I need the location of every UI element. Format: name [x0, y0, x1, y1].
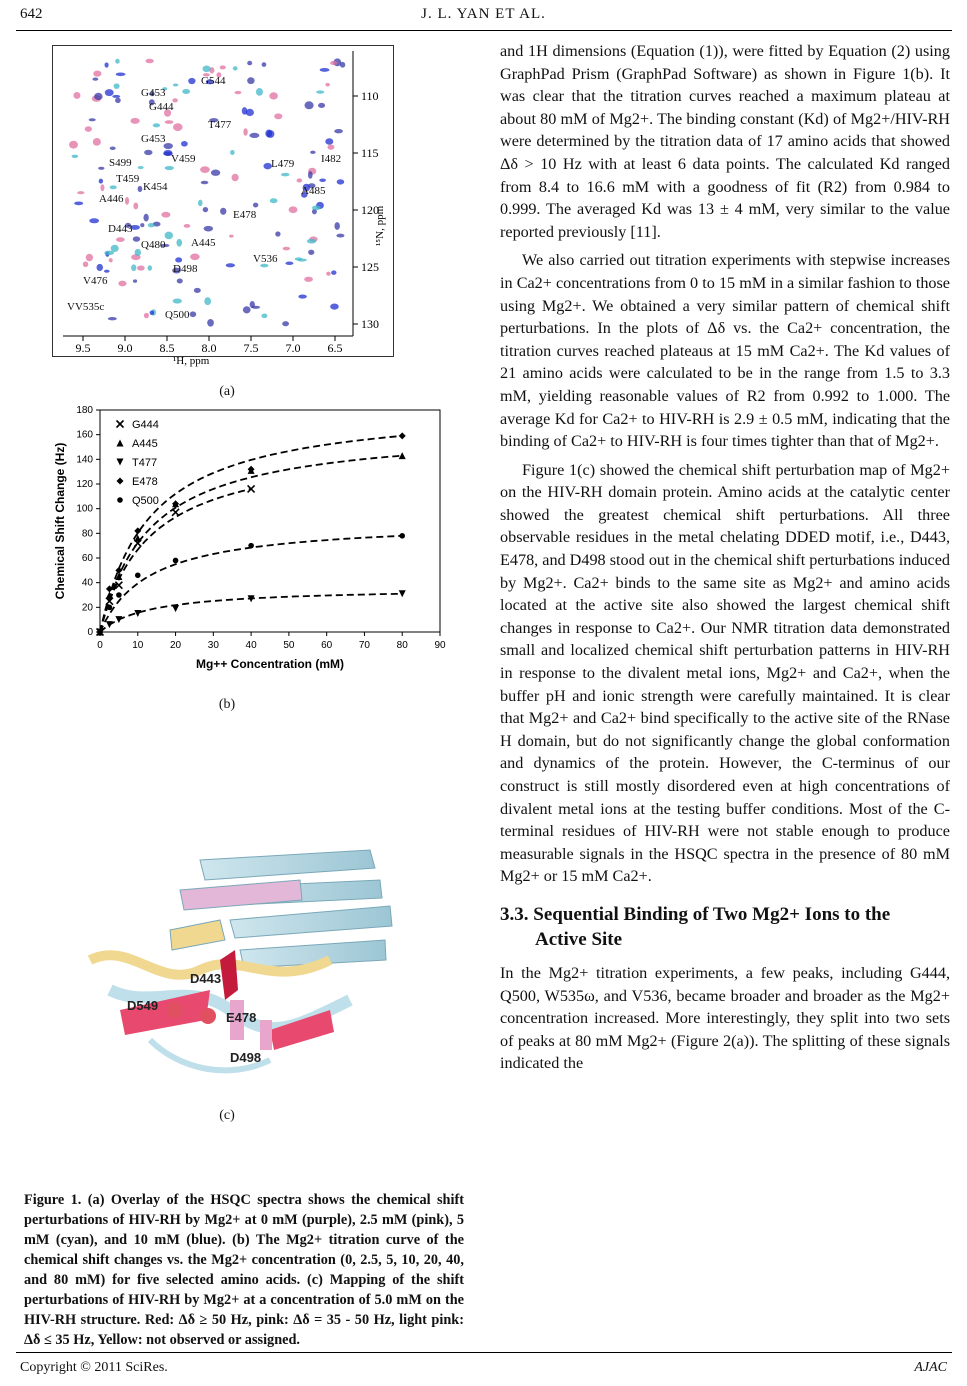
nmr-peak	[330, 304, 338, 310]
nmr-peak	[202, 66, 210, 72]
x-tick-label: 30	[207, 640, 219, 651]
nmr-peak	[176, 239, 182, 247]
nmr-peak	[233, 66, 238, 70]
nmr-peak	[118, 281, 126, 287]
nmr-peak	[161, 212, 170, 218]
nmr-peak	[331, 270, 336, 275]
y-tick-label: 140	[76, 454, 93, 466]
body-paragraph: We also carried out titration experiments with stepwise increases in Ca2+ concentrations from 0 to 15 mM in a similar fashion to those using Mg2+. We obtained a very similar pattern of chemical shift perturbations. In the plots of Δδ vs. the Ca2+ concentration, the titration curves reached plateaus at 15 mM Ca2+. The Kd values of 21 amino acids were calculated to be in the range from 1.5 to 3.3 mM, yielding reasonable values of R2 from 0.992 to 1.000. The average Kd for Ca2+ to HIV-RH is 2.9 ± 0.5 mM, indicating that the binding of Ca2+ to HIV-RH is four times tighter than that of Mg2+.	[500, 251, 950, 451]
nmr-peak	[131, 264, 136, 271]
nmr-peak	[289, 206, 298, 213]
nmr-peak	[190, 254, 200, 261]
x-axis-label: Mg++ Concentration (mM)	[195, 657, 345, 671]
y-tick-label: 180	[76, 405, 93, 416]
nmr-peak-label: Q500	[165, 309, 190, 321]
nmr-peak	[229, 235, 234, 238]
data-point-q500	[399, 533, 405, 539]
nmr-peak	[165, 120, 174, 124]
y-tick-label: 120	[76, 479, 93, 490]
nmr-peak	[305, 101, 314, 109]
nmr-peak	[337, 179, 345, 184]
nmr-peak	[308, 250, 314, 255]
running-title: J. L. YAN ET AL.	[421, 6, 546, 22]
legend-label-q500: Q500	[132, 495, 159, 507]
data-point-e478	[399, 432, 406, 439]
legend-label-a445: A445	[132, 438, 158, 450]
y-tick-label: 0	[87, 627, 93, 638]
nmr-peak	[269, 92, 278, 99]
x-tick-label: 40	[245, 640, 257, 651]
ribbon-structure-panel	[30, 840, 430, 1090]
body-paragraph: In the Mg2+ titration experiments, a few peaks, including G444, Q500, W535ω, and V536, became broader and broader as the Mg2+ concentration increased. More interestingly, they split into two sets of peaks at 80 mM Mg2+ (Figure 2(a)). The splitting of these signals indicated the	[500, 963, 950, 1073]
nmr-peak	[201, 181, 209, 184]
nmr-peak	[140, 223, 144, 227]
nmr-peak	[165, 166, 174, 170]
body-paragraph: Figure 1(c) showed the chemical shift perturbation map of Mg2+ on the HIV-RH domain protein. Amino acids at the catalytic center showed the greatest chemical shift perturbations. All three observable residues in the metal chelating DDED motif, i.e., D443, E478, and D498 stood out in the chemical shift perturbations induced by Mg2+. Ca2+ binds to the same site as Mg2+ and amino acids located at the active site also showed the largest chemical shift changes in response to Ca2+. Our NMR titration data demonstrated small and localized chemical shift perturbation patterns in HIV-RH in response to the divalent metal ions, Mg2+ and Ca2+, when the buffer pH and ionic strength were carefully maintained. It is clear that Mg2+ and Ca2+ bind specifically to the active site of the RNase H domain, but do not significantly change the global conformation and dynamics of the protein. However, the C-terminus of our construct is still mostly disordered even at high concentrations of divalent metal ions at the testing buffer conditions. Most of the C-terminal residues of HIV-RH were not stable enough to produce measurable signals in the HSQC spectra in the presence of 80 mM Mg2+ or 15 mM Ca2+.	[500, 460, 951, 886]
nmr-peak	[275, 231, 280, 236]
nmr-peak	[312, 205, 321, 210]
nmr-peak	[100, 184, 104, 191]
nmr-peak	[320, 68, 330, 72]
x-tick-label: 50	[283, 640, 295, 651]
nmr-peak	[316, 90, 324, 93]
nmr-peak-label: G444	[149, 101, 174, 113]
header-rule	[16, 30, 952, 31]
nmr-peak	[310, 151, 315, 154]
ribbon-structure-image	[30, 840, 430, 1090]
nmr-peak	[298, 294, 307, 298]
nmr-peak	[256, 88, 263, 96]
nmr-peak	[270, 198, 278, 203]
hsqc-spectrum-panel	[52, 45, 394, 367]
nmr-peak	[327, 145, 334, 150]
nmr-peak	[125, 197, 129, 205]
nmr-peak	[116, 72, 126, 76]
nmr-peak	[220, 65, 226, 69]
nmr-peak	[204, 297, 211, 305]
ribbon-label-d443: D443	[190, 971, 222, 986]
nmr-peak	[110, 146, 116, 150]
nmr-peak	[308, 171, 313, 179]
nmr-peak-label: L479	[271, 158, 295, 170]
nmr-peak	[319, 179, 326, 182]
data-point-q500	[135, 572, 141, 578]
nmr-peak	[144, 150, 152, 155]
data-point-q500	[173, 558, 179, 564]
nmr-peak	[97, 264, 103, 271]
data-point-t477	[172, 605, 179, 612]
y-tick-label: 60	[81, 553, 93, 564]
nmr-peak	[104, 251, 114, 255]
nmr-peak	[226, 263, 235, 267]
x-tick-label: 20	[169, 640, 182, 651]
nmr-peak	[230, 150, 235, 155]
nmr-peak	[243, 306, 251, 313]
body-text-column	[500, 40, 950, 1081]
nmr-peak	[74, 201, 83, 205]
nmr-peak	[295, 257, 303, 260]
nmr-peak	[235, 91, 242, 94]
nmr-peak-label: I482	[321, 153, 342, 165]
copyright: Copyright © 2011 SciRes.	[20, 1360, 168, 1375]
nmr-peak	[297, 178, 303, 182]
nmr-peak	[133, 279, 137, 282]
nmr-peak	[148, 223, 155, 227]
data-point-q500	[116, 592, 122, 598]
nmr-peak	[211, 170, 220, 176]
nmr-peak-label: D443	[108, 223, 133, 235]
nmr-peak	[137, 265, 145, 270]
nmr-peak	[231, 174, 238, 182]
nmr-peak	[283, 247, 291, 251]
data-point-q500	[248, 543, 254, 549]
nmr-y-axis-label: ¹⁵N, ppm	[374, 205, 386, 246]
nmr-x-tick-label: 6.5	[327, 341, 343, 355]
nmr-x-tick-label: 7.0	[285, 341, 301, 355]
panel-a-label: (a)	[219, 384, 235, 399]
nmr-peak	[138, 186, 143, 192]
nmr-peak-label: G453	[141, 87, 166, 99]
nmr-peak	[138, 166, 144, 169]
nmr-peak	[318, 103, 325, 108]
nmr-peak	[207, 319, 214, 327]
nmr-peak	[173, 123, 183, 131]
y-tick-label: 100	[76, 503, 93, 515]
nmr-peak-label: VV535c	[67, 301, 105, 313]
nmr-peak	[326, 272, 331, 276]
nmr-y-tick-label: 125	[361, 260, 379, 274]
x-tick-label: 60	[321, 640, 333, 651]
nmr-peak	[112, 95, 120, 98]
nmr-peak	[251, 306, 260, 309]
nmr-x-tick-label: 9.5	[75, 341, 91, 355]
nmr-peak	[173, 299, 182, 304]
nmr-peak	[115, 59, 120, 64]
nmr-peak-label: S499	[109, 157, 132, 169]
legend-label-e478: E478	[132, 476, 158, 488]
ribbon-label-e478: E478	[226, 1010, 257, 1025]
legend-marker-g444	[117, 421, 124, 428]
nmr-peak-label: A485	[301, 185, 326, 197]
nmr-peak	[93, 71, 101, 77]
nmr-peak	[165, 232, 174, 240]
nmr-peak-label: A446	[99, 193, 124, 205]
nmr-peak-label: T477	[208, 119, 232, 131]
nmr-peak	[150, 311, 155, 316]
nmr-peak-label: E478	[233, 209, 257, 221]
panel-b-label: (b)	[218, 697, 236, 712]
nmr-peak	[304, 277, 313, 282]
nmr-peak	[282, 321, 289, 326]
footer-rule	[16, 1352, 952, 1353]
nmr-peak	[73, 92, 80, 99]
y-axis-label: Chemical Shift Change (Hz)	[53, 442, 67, 600]
nmr-peak	[153, 123, 160, 127]
nmr-peak	[262, 62, 267, 67]
nmr-peak	[72, 155, 79, 158]
data-point-a445	[399, 452, 406, 459]
nmr-y-tick-label: 110	[361, 89, 379, 103]
nmr-peak	[204, 226, 213, 232]
nmr-peak	[334, 129, 343, 133]
nmr-peak-label: V536	[253, 253, 278, 265]
nmr-peak	[93, 138, 101, 146]
y-tick-label: 160	[76, 429, 93, 441]
hsqc-spectrum-plot	[53, 46, 393, 367]
nmr-peak	[220, 208, 226, 215]
data-point-q500	[107, 605, 113, 611]
x-tick-label: 80	[396, 640, 408, 651]
titration-chart	[40, 400, 460, 680]
nmr-peak-label: A445	[191, 237, 216, 249]
x-tick-label: 10	[132, 640, 144, 651]
x-tick-label: 0	[97, 640, 103, 651]
nmr-peak	[261, 314, 267, 319]
nmr-peak	[145, 59, 153, 64]
nmr-peak-label: T459	[116, 173, 140, 185]
nmr-peak	[173, 83, 178, 86]
nmr-peak	[116, 237, 125, 242]
nmr-peak	[144, 313, 149, 318]
x-tick-label: 70	[358, 640, 371, 651]
nmr-peak	[92, 78, 98, 81]
nmr-peak	[109, 258, 113, 262]
nmr-peak	[247, 61, 252, 65]
nmr-peak	[94, 93, 102, 100]
nmr-peak	[105, 89, 114, 96]
nmr-peak	[99, 179, 103, 184]
fit-curve-q500	[100, 536, 402, 632]
nmr-peak	[190, 311, 197, 317]
nmr-peak	[307, 239, 316, 244]
nmr-peak	[184, 224, 191, 228]
nmr-peak	[143, 214, 148, 222]
nmr-x-tick-label: 7.5	[243, 341, 259, 355]
nmr-peak	[77, 191, 84, 194]
journal-name: AJAC	[914, 1360, 947, 1375]
nmr-peak	[110, 185, 117, 189]
nmr-peak	[89, 118, 96, 121]
nmr-peak	[281, 173, 290, 176]
nmr-peak	[104, 270, 110, 273]
nmr-y-tick-label: 130	[361, 317, 379, 331]
legend-marker-e478	[117, 478, 124, 485]
legend-marker-t477	[117, 459, 124, 466]
nmr-peak	[98, 167, 104, 170]
data-point-t477	[106, 621, 113, 628]
nmr-peak-label: Q480	[141, 239, 166, 251]
nmr-peak	[85, 126, 92, 132]
nmr-peak	[249, 133, 259, 138]
nmr-peak	[133, 236, 140, 241]
nmr-peak	[336, 234, 344, 238]
legend-label-t477: T477	[132, 457, 158, 469]
nmr-peak	[334, 222, 339, 230]
nmr-peak	[181, 141, 188, 147]
section-heading-line2: Active Site	[535, 928, 623, 950]
nmr-peak	[243, 128, 247, 135]
nmr-peak	[200, 166, 210, 173]
section-heading-line1: 3.3. Sequential Binding of Two Mg2+ Ions to the	[500, 903, 891, 925]
section-heading	[500, 902, 950, 952]
nmr-peak	[198, 200, 203, 207]
nmr-peak	[203, 207, 208, 212]
nmr-peak	[182, 89, 190, 94]
nmr-peak-label: G453	[141, 133, 166, 145]
legend-marker-a445	[117, 440, 124, 447]
nmr-peak	[194, 288, 201, 293]
nmr-peak	[330, 61, 337, 65]
nmr-peak	[115, 98, 121, 103]
ribbon-label-d549: D549	[127, 998, 159, 1013]
ribbon-label-d498: D498	[230, 1050, 262, 1065]
body-paragraph: and 1H dimensions (Equation (1)), were fitted by Equation (2) using GraphPad Prism (GraphPad Software) as shown in Figure 1(b). It was clear that the titration curves reached a maximum plateau at about 80 mM of Mg2+. The binding constant (Kd) of Mg2+/HIV-RH were determined by the titration data of 17 amino acids that showed Δδ > 10 Hz with at least 6 data points. The calculated Kd ranged from 8.4 to 16.6 mM with a goodness of fit (R2) from 0.984 to 0.999. The averaged Kd was 13 ± 4 mM, very similar to the value reported previously [11].	[500, 42, 950, 241]
nmr-peak-label: D498	[173, 263, 198, 275]
data-point-e478	[248, 466, 255, 473]
nmr-peak	[265, 130, 272, 138]
nmr-peak-label: V459	[171, 153, 196, 165]
nmr-peak	[69, 141, 78, 149]
data-point-t477	[399, 590, 406, 597]
figure-caption: Figure 1. (a) Overlay of the HSQC spectra shows the chemical shift perturbations of HIV-RH by Mg2+ at 0 mM (purple), 2.5 mM (pink), 5 mM (cyan), and 10 mM (blue). (b) The Mg2+ titration curve of the chemical shift changes vs. the Mg2+ concentration (0, 2.5, 5, 10, 20, 40, and 80 mM) for five selected amino acids. (c) Mapping of the shift perturbations of HIV-RH by Mg2+ at a concentration of 5.0 mM on the HIV-RH structure. Red: Δδ ≥ 50 Hz, pink: Δδ = 35 - 50 Hz, light pink: Δδ ≤ 35 Hz, Yellow: not observed or assigned.	[24, 1192, 464, 1348]
nmr-peak	[111, 245, 119, 252]
data-point-t477	[134, 610, 141, 617]
nmr-x-tick-label: 8.5	[159, 341, 175, 355]
nmr-peak	[285, 262, 293, 265]
nmr-y-tick-label: 120	[361, 203, 379, 217]
nmr-peak-label: V476	[83, 275, 108, 287]
nmr-x-tick-label: 8.0	[201, 341, 217, 355]
nmr-x-axis-label: ¹H, ppm	[173, 355, 210, 367]
nmr-peak	[247, 77, 254, 84]
nmr-peak	[108, 317, 117, 320]
nmr-peak	[325, 138, 333, 145]
nmr-peak	[148, 265, 152, 270]
legend-marker-q500	[117, 497, 123, 503]
nmr-y-tick-label: 115	[361, 146, 379, 160]
nmr-peak	[274, 113, 282, 119]
nmr-peak	[105, 62, 109, 67]
data-point-t477	[115, 616, 122, 623]
nmr-peak	[83, 261, 88, 267]
nmr-peak-label: G544	[201, 75, 226, 87]
nmr-peak	[325, 83, 329, 87]
panel-c-label: (c)	[219, 1108, 235, 1123]
nmr-x-tick-label: 9.0	[117, 341, 133, 355]
nmr-peak	[114, 83, 120, 89]
nmr-peak	[253, 203, 258, 208]
y-tick-label: 80	[81, 528, 93, 540]
nmr-peak	[86, 254, 93, 262]
data-point-q500	[97, 629, 103, 635]
legend-label-g444: G444	[132, 419, 159, 431]
page-number: 642	[20, 6, 43, 22]
nmr-peak	[89, 218, 99, 223]
nmr-peak	[188, 78, 195, 84]
y-tick-label: 20	[81, 602, 93, 614]
y-tick-label: 40	[81, 577, 93, 589]
nmr-peak-label: K454	[143, 181, 168, 193]
nmr-peak	[177, 278, 183, 283]
nmr-peak	[130, 118, 139, 124]
nmr-peak	[133, 203, 138, 210]
x-tick-label: 90	[434, 640, 446, 651]
nmr-peak	[175, 257, 182, 262]
nmr-peak	[242, 107, 247, 115]
